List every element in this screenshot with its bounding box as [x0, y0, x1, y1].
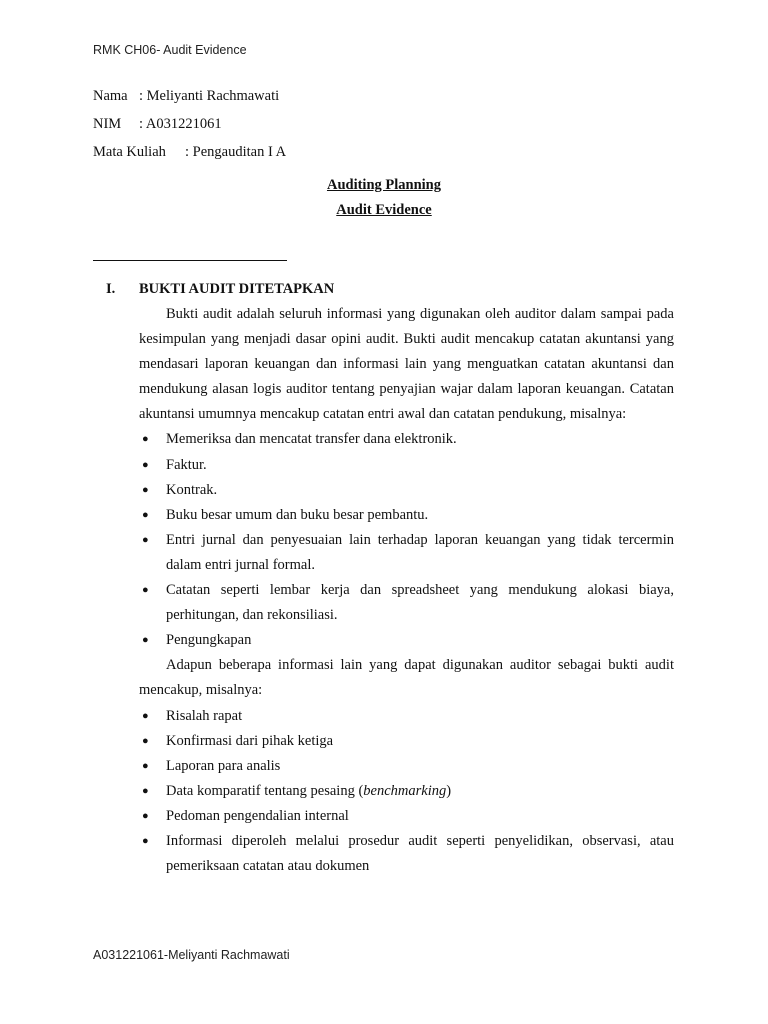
nim-label: NIM — [93, 116, 122, 132]
bullet-icon: ● — [142, 584, 149, 597]
list-item: ● Kontrak. — [139, 478, 674, 503]
italic-term: benchmarking — [363, 782, 447, 799]
list-item: ● Data komparatif tentang pesaing (benchmarking) — [139, 779, 674, 804]
section-heading — [106, 281, 334, 298]
name-value: : Meliyanti Rachmawati — [139, 88, 280, 104]
list-item: ● Buku besar umum dan buku besar pembantu. — [139, 503, 674, 528]
bullet-icon: ● — [142, 508, 149, 521]
evidence-list-1 — [139, 427, 674, 653]
course-row — [93, 144, 286, 161]
page-footer: A031221061-Meliyanti Rachmawati — [93, 948, 290, 962]
list-item: ● Pengungkapan — [139, 628, 674, 653]
divider-line — [93, 260, 287, 261]
doc-title: Auditing Planning — [326, 177, 442, 193]
name-row — [93, 88, 279, 105]
list-item: ● Memeriksa dan mencatat transfer dana elektronik. — [139, 427, 674, 452]
bullet-icon: ● — [142, 483, 149, 496]
course-label: Mata Kuliah — [93, 144, 166, 160]
list-item: ● Risalah rapat — [139, 704, 674, 729]
list-item: ● Entri jurnal dan penyesuaian lain terhadap laporan keuangan yang tidak tercermin dalam entri jurnal formal. — [139, 528, 674, 578]
list-item: ● Faktur. — [139, 453, 674, 478]
bullet-icon: ● — [142, 834, 149, 847]
nim-row — [93, 116, 222, 133]
list-item: ● Informasi diperoleh melalui prosedur audit seperti penyelidikan, observasi, atau pemeriksaan catatan atau dokumen — [139, 829, 674, 879]
bullet-icon: ● — [142, 809, 149, 822]
bullet-icon: ● — [142, 759, 149, 772]
nim-value: : A031221061 — [139, 116, 222, 132]
paragraph-2: Adapun beberapa informasi lain yang dapat digunakan auditor sebagai bukti audit mencakup, misalnya: — [139, 657, 674, 699]
paragraph-1: Bukti audit adalah seluruh informasi yang digunakan oleh auditor dalam sampai pada kesimpulan yang menjadi dasar opini audit. Bukti audit mencakup catatan akuntansi yang mendasari laporan keuangan dan informasi lain yang menguatkan catatan akuntansi dan mendukung alasan logis auditor tentang penyajian wajar dalam laporan keuangan. Catatan akuntansi umumnya mencakup catatan entri awal dan catatan pendukung, misalnya: — [139, 306, 674, 423]
bullet-icon: ● — [142, 533, 149, 546]
bullet-icon: ● — [142, 433, 149, 446]
course-value: : Pengauditan I A — [185, 144, 287, 160]
bullet-icon: ● — [142, 784, 149, 797]
bullet-icon: ● — [142, 734, 149, 747]
bullet-icon: ● — [142, 709, 149, 722]
list-item: ● Konfirmasi dari pihak ketiga — [139, 729, 674, 754]
section-body — [139, 302, 674, 879]
evidence-list-2 — [139, 704, 674, 880]
section-number: I. — [106, 281, 116, 297]
name-label: Nama — [93, 88, 128, 104]
doc-subtitle: Audit Evidence — [336, 202, 432, 218]
bullet-icon: ● — [142, 458, 149, 471]
list-item: ● Catatan seperti lembar kerja dan spreadsheet yang mendukung alokasi biaya, perhitungan, dan rekonsiliasi. — [139, 578, 674, 628]
section-title: BUKTI AUDIT DITETAPKAN — [139, 281, 335, 297]
page-header: RMK CH06- Audit Evidence — [93, 43, 247, 57]
list-item: ● Laporan para analis — [139, 754, 674, 779]
list-item: ● Pedoman pengendalian internal — [139, 804, 674, 829]
bullet-icon: ● — [142, 634, 149, 647]
